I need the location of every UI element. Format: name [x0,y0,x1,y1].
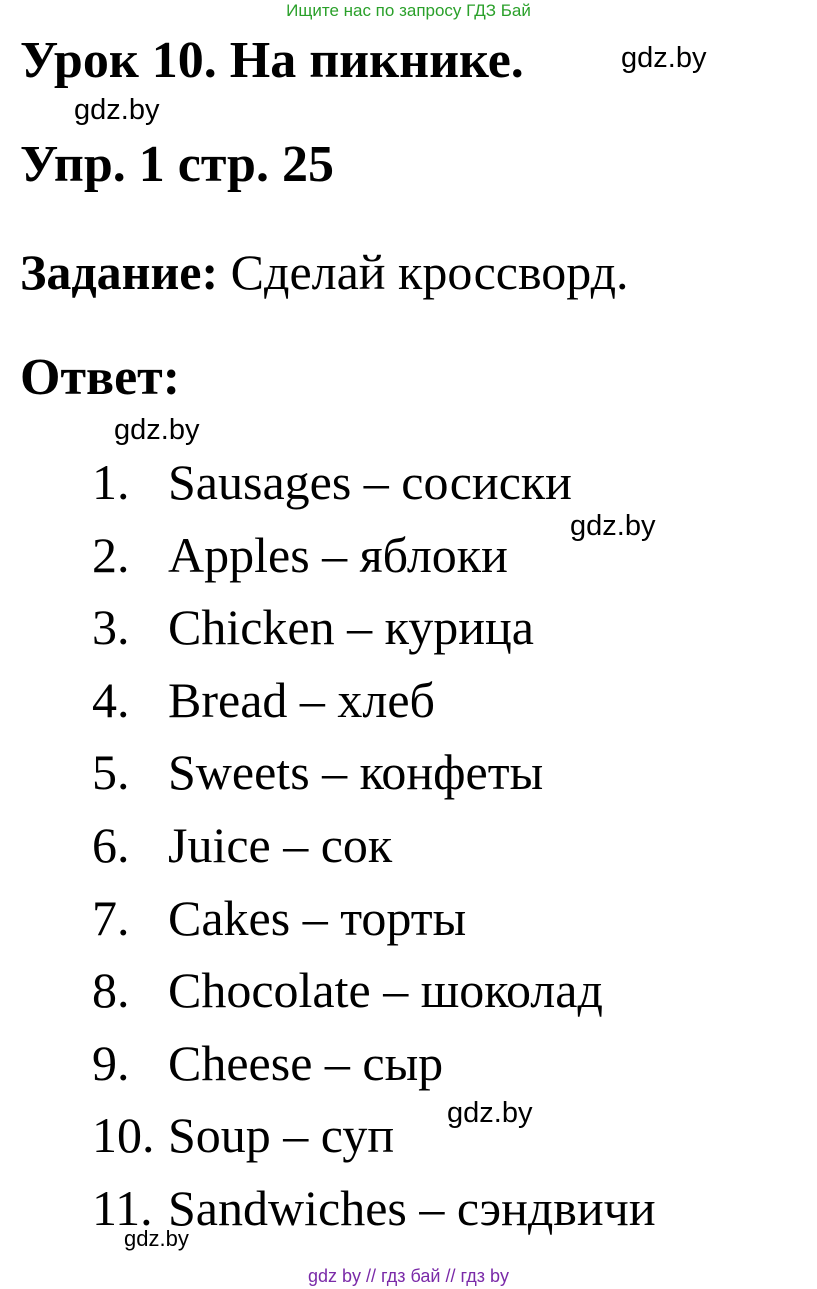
watermark: gdz.by [570,510,656,542]
task [20,242,629,302]
item-number: 11. [92,1179,153,1236]
item-text: Chocolate – шоколад [168,962,603,1019]
item-text: Sausages – сосиски [168,454,572,510]
footer: gdz by // гдз бай // гдз by [307,1266,510,1286]
list-item [92,740,656,813]
item-number: 8. [92,962,130,1019]
lesson-title: Урок 10. На пикнике. [20,32,524,89]
list-item [92,668,656,741]
item-text: Bread – хлеб [168,671,435,728]
item-number: 6. [92,816,130,873]
item-text: Soup – суп [168,1107,395,1164]
item-text: Cakes – торты [168,889,467,946]
item-number: 4. [92,671,130,728]
item-number: 3. [92,599,130,656]
answer-label: Ответ: [20,349,181,406]
item-number: 7. [92,889,130,946]
item-text: Juice – сок [168,816,393,873]
item-number: 10. [92,1107,155,1164]
list-item [92,886,656,959]
exercise-title: Упр. 1 стр. 25 [20,136,334,193]
list-item [92,958,656,1031]
top-banner: Ищите нас по запросу ГДЗ Бай [286,1,531,20]
watermark: gdz.by [621,42,707,74]
item-number: 9. [92,1034,130,1091]
item-text: Apples – яблоки [168,526,508,583]
watermark: gdz.by [447,1097,533,1129]
answer-list [92,450,656,1249]
watermark: gdz.by [124,1226,189,1251]
item-number: 5. [92,744,130,801]
item-text: Sandwiches – сэндвичи [168,1179,656,1236]
watermark: gdz.by [74,94,160,126]
task-label: Задание: [20,244,219,300]
item-text: Sweets – конфеты [168,744,544,801]
item-text: Chicken – курица [168,599,534,656]
item-number: 2. [92,526,130,583]
watermark: gdz.by [114,414,200,446]
list-item [92,595,656,668]
item-number: 1. [92,454,130,510]
list-item [92,813,656,886]
task-text: Сделай кроссворд. [218,244,629,300]
item-text: Cheese – сыр [168,1034,444,1091]
list-item [92,1031,656,1104]
list-item [92,1103,656,1176]
